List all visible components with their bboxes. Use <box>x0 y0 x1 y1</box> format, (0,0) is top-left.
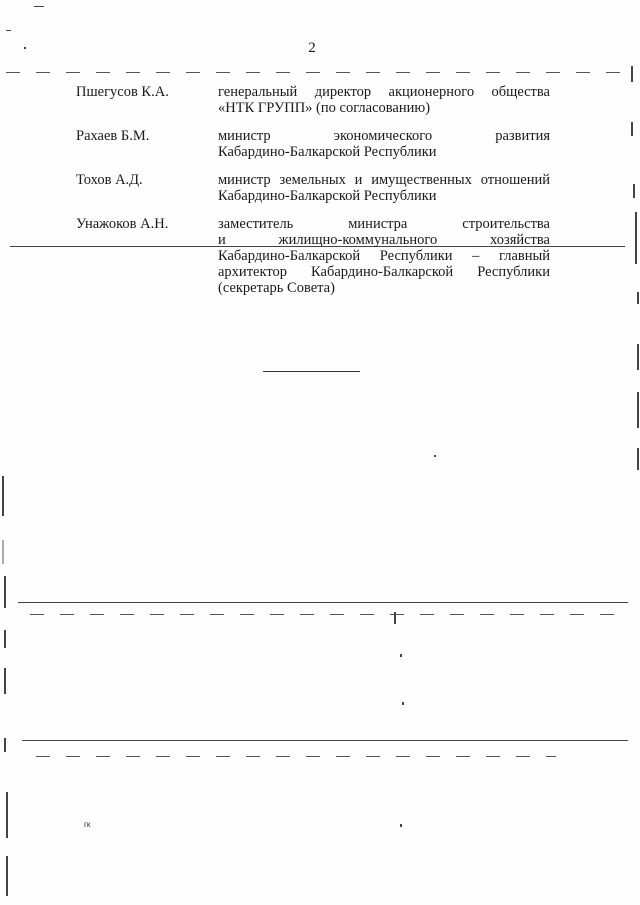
member-row <box>76 128 550 160</box>
scan-line <box>36 756 556 757</box>
member-name: Пшегусов К.А. <box>76 84 169 100</box>
scan-mark <box>6 30 11 31</box>
scan-mark <box>637 448 639 470</box>
member-name: Унажоков А.Н. <box>76 216 169 232</box>
end-rule <box>263 371 360 372</box>
scan-mark <box>400 654 402 657</box>
member-name: Тохов А.Д. <box>76 172 143 188</box>
scan-mark <box>4 630 6 648</box>
member-role-line: Кабардино-Балкарской Республики <box>218 188 437 204</box>
member-row <box>76 216 550 296</box>
member-row <box>76 84 550 116</box>
scan-mark <box>2 540 4 564</box>
scan-mark <box>4 738 6 752</box>
member-role-line: Кабардино-Балкарской Республики – главный <box>218 248 550 264</box>
member-role-line: генеральный директор акционерного общества <box>218 84 550 100</box>
scan-mark <box>394 612 396 624</box>
scan-mark <box>34 6 44 7</box>
scan-mark <box>24 47 26 49</box>
scan-mark <box>631 122 633 136</box>
member-role-line: и жилищно-коммунального хозяйства <box>218 232 550 248</box>
member-row <box>76 172 550 204</box>
member-name: Рахаев Б.М. <box>76 128 150 144</box>
scan-mark <box>4 668 6 694</box>
page-number: 2 <box>308 40 316 56</box>
scan-line <box>6 72 626 73</box>
scan-mark <box>434 455 436 457</box>
scan-mark <box>637 292 639 304</box>
scan-mark <box>4 576 6 608</box>
member-role <box>218 216 550 296</box>
member-role <box>218 172 550 204</box>
member-role-line: министр земельных и имущественных отношений <box>218 172 550 188</box>
scan-mark <box>402 702 404 705</box>
scan-mark <box>633 184 635 198</box>
member-role-line: Кабардино-Балкарской Республики <box>218 144 437 160</box>
member-role-line: (секретарь Совета) <box>218 280 335 296</box>
scan-line <box>30 614 620 615</box>
scan-line <box>18 602 628 603</box>
member-role-line: заместитель министра строительства <box>218 216 550 232</box>
member-role <box>218 128 550 160</box>
scan-mark <box>635 212 637 264</box>
footer-mark: гк <box>84 820 91 829</box>
scan-mark <box>6 856 8 896</box>
scan-mark <box>637 392 639 428</box>
members-list <box>76 84 550 308</box>
member-role-line: «НТК ГРУПП» (по согласованию) <box>218 100 431 116</box>
scan-mark <box>637 344 639 370</box>
scan-mark <box>6 792 8 838</box>
member-role-line: архитектор Кабардино-Балкарской Республики <box>218 264 550 280</box>
scan-line <box>22 740 628 741</box>
member-role <box>218 84 550 116</box>
scan-mark <box>631 66 633 82</box>
scan-mark <box>400 824 402 827</box>
member-role-line: министр экономического развития <box>218 128 550 144</box>
scan-mark <box>2 476 4 516</box>
